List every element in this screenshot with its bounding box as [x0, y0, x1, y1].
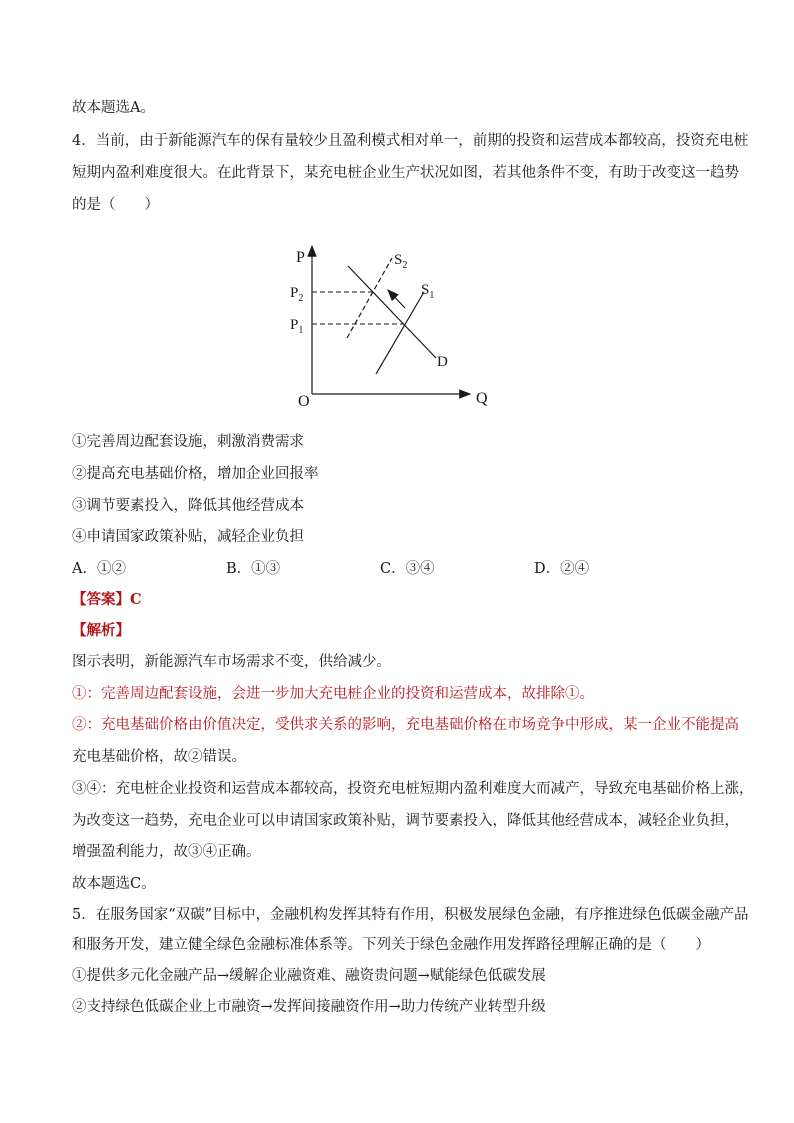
- question-5-item-2: ②支持绿色低碳企业上市融资→发挥间接融资作用→助力传统产业转型升级: [72, 999, 546, 1015]
- question-4-conclusion: 故本题选C。: [72, 876, 156, 892]
- question-4-item-3: ③调节要素投入，降低其他经营成本: [72, 498, 304, 514]
- question-4-stem-line-1: 4．当前，由于新能源汽车的保有量较少且盈利模式相对单一，前期的投资和运营成本都较高，投资充电桩: [72, 133, 749, 149]
- analysis-line-3b: 充电基础价格，故②错误。: [72, 749, 246, 765]
- question-4-option-a: A．①②: [72, 561, 126, 577]
- question-5-item-1: ①提供多元化金融产品→缓解企业融资难、融资贵问题→赋能绿色低碳发展: [72, 968, 546, 984]
- shift-arrow: [388, 290, 405, 308]
- analysis-line-3a: ②：充电基础价格由价值决定，受供求关系的影响，充电基础价格在市场竞争中形成，某一企业不能提高: [72, 717, 739, 733]
- question-4-item-1: ①完善周边配套设施，刺激消费需求: [72, 434, 304, 450]
- analysis-line-1: 图示表明，新能源汽车市场需求不变，供给减少。: [72, 654, 391, 670]
- analysis-line-4c: 增强盈利能力，故③④正确。: [72, 844, 261, 860]
- demand-curve-d: [348, 266, 436, 358]
- question-5-stem-line-1: 5．在服务国家“双碳”目标中，金融机构发挥其特有作用，积极发展绿色金融，有序推进绿色低碳金融产品: [72, 907, 749, 923]
- origin-label: O: [298, 393, 310, 410]
- question-4-option-d: D．②④: [534, 561, 590, 577]
- supply-demand-diagram: [0, 232, 794, 422]
- tick-label-p2: $P_2$: [290, 285, 304, 304]
- answer-line-q3: 故本题选A。: [72, 100, 155, 116]
- supply-curve-s1: [376, 292, 424, 374]
- question-5-stem-line-2: 和服务开发，建立健全绿色金融标准体系等。下列关于绿色金融作用发挥路径理解正确的是（ ）: [72, 937, 710, 953]
- analysis-line-2: ①：完善周边配套设施，会进一步加大充电桩企业的投资和运营成本，故排除①。: [72, 686, 594, 702]
- question-4-option-b: B．①③: [226, 561, 281, 577]
- question-4-option-c: C．③④: [380, 561, 435, 577]
- curve-label-d: D: [437, 354, 448, 370]
- question-4-item-4: ④申请国家政策补贴，减轻企业负担: [72, 529, 304, 545]
- analysis-line-4b: 为改变这一趋势，充电企业可以申请国家政策补贴，调节要素投入，降低其他经营成本，减轻企业负担，: [72, 813, 739, 829]
- supply-curve-s2: [347, 258, 392, 338]
- curve-label-s1: $S_1$: [421, 282, 435, 301]
- question-4-item-2: ②提高充电基础价格，增加企业回报率: [72, 466, 319, 482]
- axis-label-q: Q: [476, 390, 488, 407]
- question-4-stem-line-2: 短期内盈利难度很大。在此背景下，某充电桩企业生产状况如图，若其他条件不变，有助于改变这一趋势: [72, 165, 739, 181]
- question-4-analysis-label: 【解析】: [72, 622, 130, 639]
- axis-label-p: P: [296, 249, 305, 266]
- curve-label-s2: $S_2$: [394, 252, 408, 271]
- tick-label-p1: $P_1$: [290, 317, 304, 336]
- question-4-answer: 【答案】C: [72, 591, 142, 608]
- question-4-stem-line-3: 的是（ ）: [72, 197, 159, 213]
- analysis-line-4a: ③④：充电桩企业投资和运营成本都较高，投资充电桩短期内盈利难度大而减产，导致充电基础价格上涨，: [72, 781, 754, 797]
